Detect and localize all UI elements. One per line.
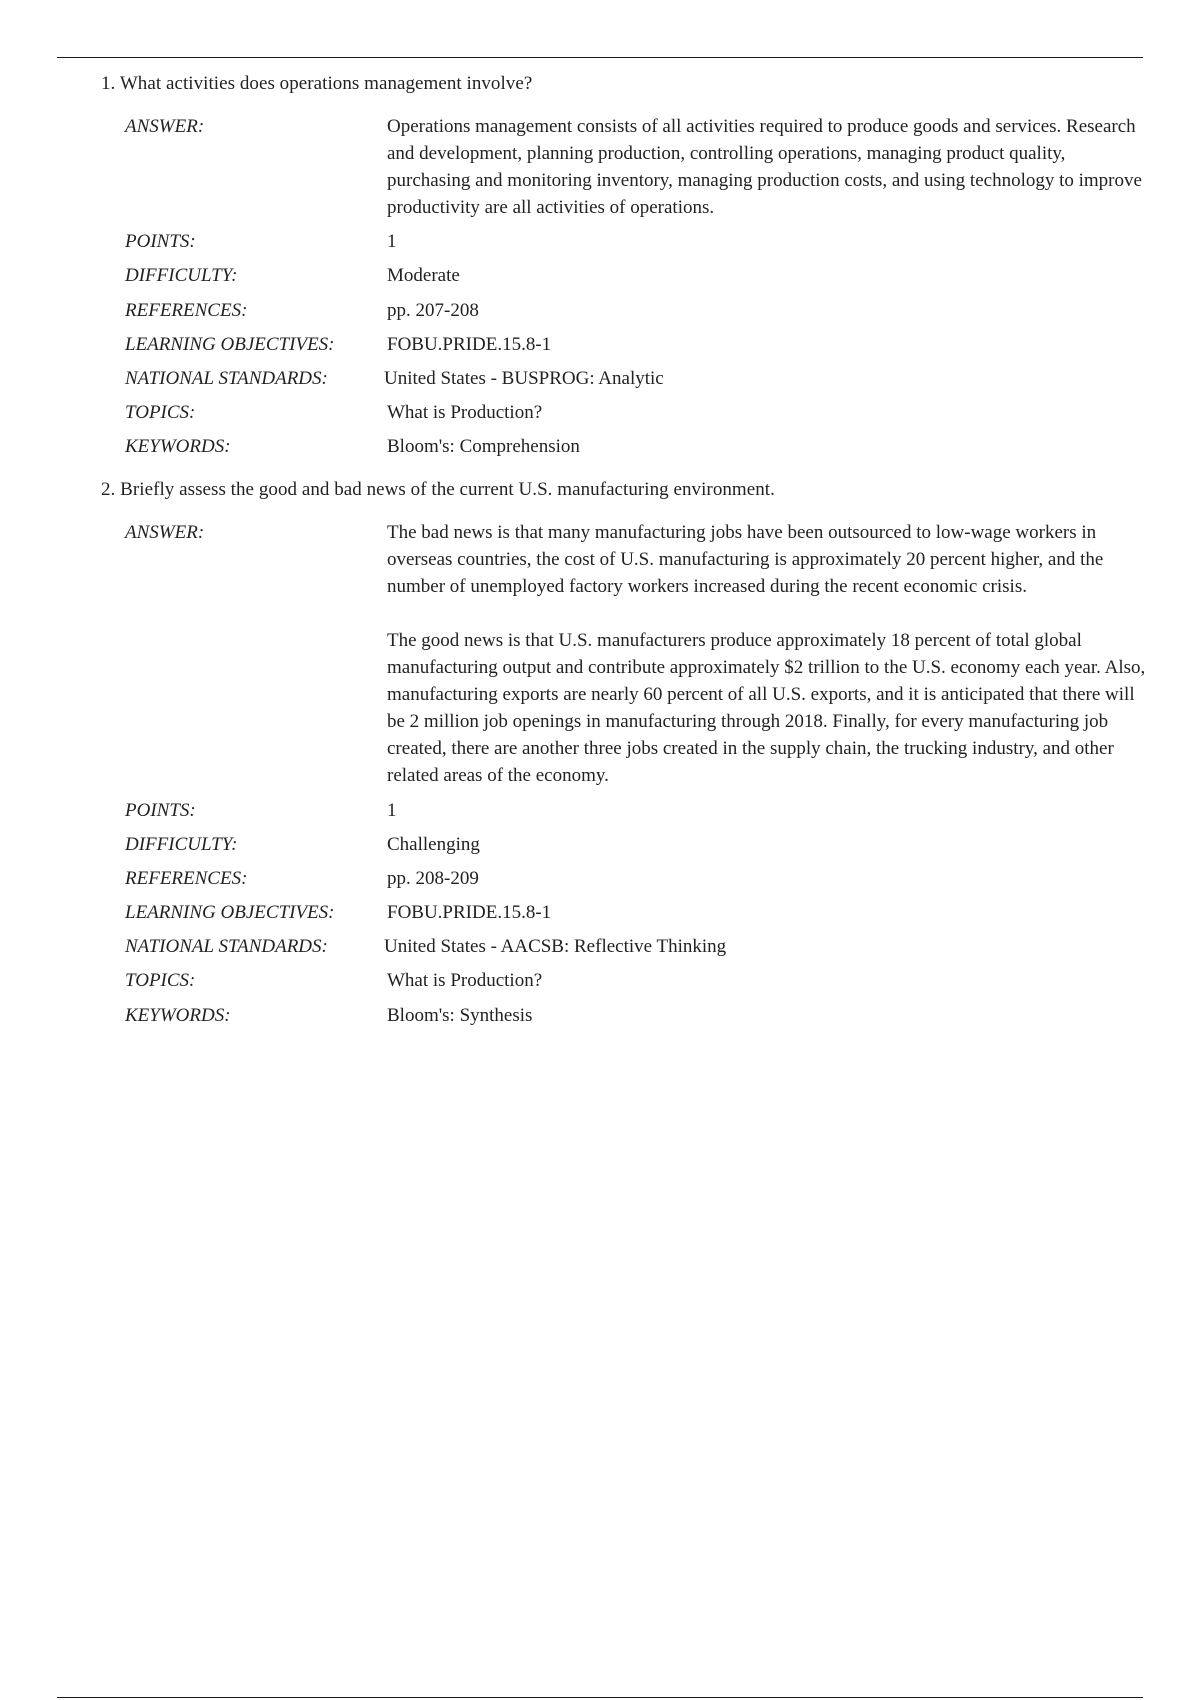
question-1-prompt <box>101 70 1146 97</box>
answer-label: ANSWER: <box>125 522 205 544</box>
national-standards-label: NATIONAL STANDARDS: <box>125 936 328 958</box>
keywords-row <box>125 1002 1146 1029</box>
topics-row <box>125 967 1146 994</box>
answer-row <box>125 113 1146 221</box>
points-row <box>125 228 1146 255</box>
references-label: REFERENCES: <box>125 867 248 889</box>
question-1-number: 1. <box>101 73 116 94</box>
question-1-text: What activities does operations management involve? <box>119 73 533 94</box>
question-2-metadata <box>125 519 1146 1028</box>
national-standards-row <box>125 365 1146 392</box>
keywords-label: KEYWORDS: <box>125 436 231 458</box>
national-standards-value: United States - AACSB: Reflective Thinking <box>384 936 727 958</box>
references-row <box>125 865 1146 892</box>
answer-text <box>387 113 1146 221</box>
learning-objectives-row <box>125 899 1146 926</box>
learning-objectives-value: FOBU.PRIDE.15.8-1 <box>387 333 552 355</box>
answer-label: ANSWER: <box>125 116 205 137</box>
difficulty-label: DIFFICULTY: <box>125 833 238 855</box>
question-1 <box>101 70 1146 460</box>
question-2-text: Briefly assess the good and bad news of the current U.S. manufacturing environment. <box>120 479 775 501</box>
learning-objectives-row <box>125 331 1146 358</box>
difficulty-value: Challenging <box>387 833 480 855</box>
points-value: 1 <box>387 231 397 253</box>
learning-objectives-label: LEARNING OBJECTIVES: <box>125 902 335 924</box>
keywords-label: KEYWORDS: <box>125 1004 231 1026</box>
answer-paragraph: The good news is that U.S. manufacturers produce approximately 18 percent of total global manufacturing output and contribute approximately $2 trillion to the U.S. economy each year. Also, manufacturing exports are nearly 60 percent of all U.S. exports, and it is anticipated that there will be 2 million job openings in manufacturing through 2018. Finally, for every manufacturing job created, there are another three jobs created in the supply chain, the trucking industry, and other related areas of the economy. <box>387 630 1146 787</box>
points-label: POINTS: <box>125 799 196 821</box>
difficulty-value: Moderate <box>387 265 460 287</box>
topics-label: TOPICS: <box>125 402 196 424</box>
topics-value: What is Production? <box>387 402 543 424</box>
answer-paragraph: The bad news is that many manufacturing jobs have been outsourced to low-wage workers in overseas countries, the cost of U.S. manufacturing is approximately 20 percent higher, and the number of unemployed factory workers increased during the recent economic crisis. <box>387 522 1104 598</box>
answer-paragraph: Operations management consists of all activities required to produce goods and services. Research and development, planning production, controlling operations, managing product quality, purchasing and monitoring inventory, managing production costs, and using technology to improve productivity are all activities of operations. <box>387 116 1142 218</box>
top-rule <box>57 57 1143 58</box>
difficulty-label: DIFFICULTY: <box>125 265 238 287</box>
question-list <box>101 70 1146 1036</box>
references-value: pp. 207-208 <box>387 299 479 321</box>
question-2-prompt <box>101 476 1146 503</box>
learning-objectives-value: FOBU.PRIDE.15.8-1 <box>387 902 552 924</box>
keywords-value: Bloom's: Synthesis <box>387 1004 533 1026</box>
points-label: POINTS: <box>125 231 196 253</box>
answer-text <box>387 519 1146 789</box>
national-standards-label: NATIONAL STANDARDS: <box>125 367 328 389</box>
keywords-row <box>125 433 1146 460</box>
difficulty-row <box>125 831 1146 858</box>
learning-objectives-label: LEARNING OBJECTIVES: <box>125 333 335 355</box>
topics-row <box>125 399 1146 426</box>
references-label: REFERENCES: <box>125 299 248 321</box>
question-2 <box>101 476 1146 1028</box>
bottom-rule <box>57 1697 1143 1698</box>
references-row <box>125 297 1146 324</box>
question-1-metadata <box>125 113 1146 460</box>
answer-row <box>125 519 1146 789</box>
national-standards-value: United States - BUSPROG: Analytic <box>384 367 664 389</box>
points-row <box>125 797 1146 824</box>
difficulty-row <box>125 262 1146 289</box>
topics-label: TOPICS: <box>125 970 196 992</box>
topics-value: What is Production? <box>387 970 543 992</box>
national-standards-row <box>125 933 1146 960</box>
keywords-value: Bloom's: Comprehension <box>387 436 580 458</box>
points-value: 1 <box>387 799 397 821</box>
question-2-number: 2. <box>101 479 116 501</box>
references-value: pp. 208-209 <box>387 867 479 889</box>
